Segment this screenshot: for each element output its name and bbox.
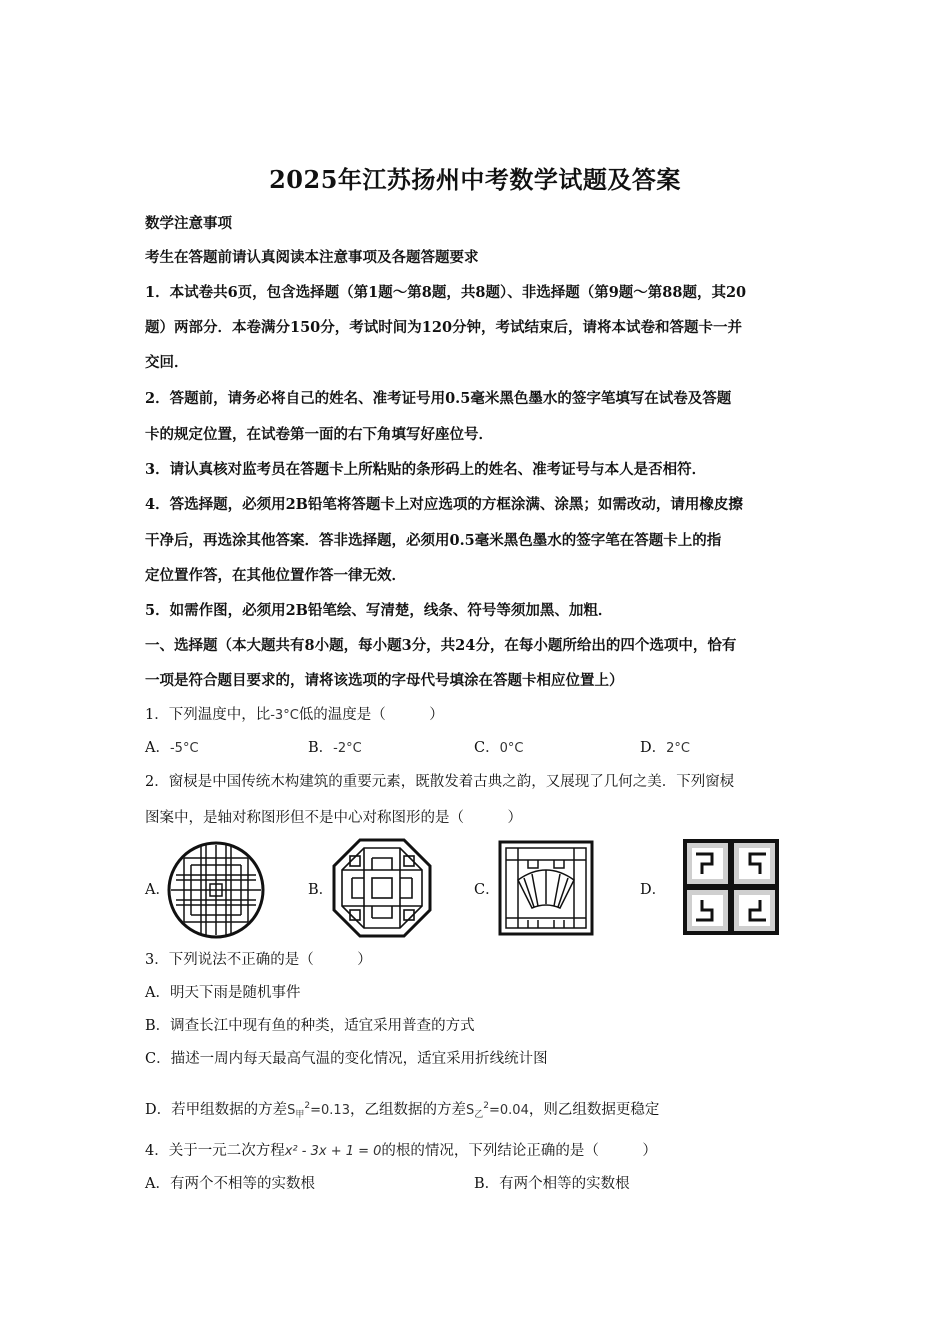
question-4-stem (145, 1141, 815, 1162)
section-1-heading-line-2: 一项是符合题目要求的，请将该选项的字母代号填涂在答题卡相应位置上） (145, 672, 624, 689)
option-value: 0°C (499, 741, 524, 756)
question-1-stem-text: 1．下列温度中，比 (145, 707, 271, 723)
variance-superscript: 2 (304, 1101, 311, 1111)
question-2-option-c-label: C． (474, 882, 500, 898)
question-4-option-a: A．有两个不相等的实数根 (145, 1176, 315, 1192)
question-1-stem-math: -3°C (270, 708, 299, 723)
option-d-text-1: D．若甲组数据的方差 (145, 1102, 288, 1118)
variance-value: =0.13 (310, 1103, 350, 1118)
question-2-option-a-label: A． (145, 882, 170, 898)
question-2-stem-line-2: 图案中，是轴对称图形但不是中心对称图形的是（ ） (145, 810, 522, 826)
page-title: 2025年江苏扬州中考数学试题及答案 (269, 165, 681, 194)
question-4-stem-tail: 的根的情况，下列结论正确的是（ ） (381, 1143, 657, 1159)
variance-jia (287, 1103, 350, 1118)
window-lattice-square-figure (682, 838, 780, 936)
question-2-option-d-label: D． (640, 882, 667, 898)
window-lattice-fan-figure (498, 840, 594, 936)
question-1-option-d (640, 738, 690, 759)
notice-item-2-line-2: 卡的规定位置，在试卷第一面的右下角填写好座位号． (145, 426, 493, 443)
option-label: B． (308, 740, 334, 756)
option-label: A． (145, 740, 170, 756)
variance-symbol: S (287, 1103, 296, 1118)
notice-item-1-line-2: 题）两部分．本卷满分150分，考试时间为120分钟，考试结束后，请将本试卷和答题卡一并 (145, 319, 743, 336)
question-1-stem-tail: 低的温度是（ ） (298, 707, 444, 723)
window-lattice-octagon-figure (332, 838, 432, 938)
option-value: -5°C (169, 741, 199, 756)
variance-superscript: 2 (483, 1101, 489, 1111)
notice-item-4-line-1: 4．答选择题，必须用2B铅笔将答题卡上对应选项的方框涂满、涂黑；如需改动，请用橡皮擦 (145, 496, 743, 513)
question-4-option-b: B．有两个相等的实数根 (474, 1176, 630, 1192)
variance-subscript: 甲 (295, 1110, 305, 1120)
question-4-equation: x² - 3x + 1 = 0 (284, 1144, 382, 1159)
question-1-option-c (474, 738, 523, 759)
section-1-heading-line-1: 一、选择题（本大题共有8小题，每小题3分，共24分，在每小题所给出的四个选项中，恰有 (145, 637, 737, 654)
notice-item-1-line-1: 1．本试卷共6页，包含选择题（第1题～第8题，共8题）、非选择题（第9题～第88题，其20 (145, 284, 747, 301)
option-label: D． (640, 740, 667, 756)
window-lattice-circle-figure (166, 840, 266, 940)
question-4-stem-text: 4．关于一元二次方程 (145, 1143, 285, 1159)
option-value: 2°C (666, 741, 690, 756)
variance-subscript: 乙 (474, 1110, 484, 1120)
notice-item-1-line-3: 交回． (145, 354, 189, 371)
variance-symbol: S (465, 1103, 475, 1118)
question-1-stem (145, 705, 815, 726)
option-value: -2°C (333, 741, 362, 756)
notice-item-5: 5．如需作图，必须用2B铅笔绘、写清楚，线条、符号等须加黑、加粗． (145, 602, 613, 619)
question-3-option-d (145, 1096, 815, 1125)
question-3-stem: 3．下列说法不正确的是（ ） (145, 952, 372, 968)
option-d-text-3: ，则乙组数据更稳定 (528, 1102, 660, 1118)
option-d-text-2: ，乙组数据的方差 (349, 1102, 466, 1118)
question-1-option-b (308, 738, 362, 759)
notice-subheading: 考生在答题前请认真阅读本注意事项及各题答题要求 (145, 249, 479, 266)
notice-item-4-line-2: 干净后，再选涂其他答案．答非选择题，必须用0.5毫米黑色墨水的签字笔在答题卡上的指 (145, 532, 722, 549)
question-2-option-b-label: B． (308, 882, 334, 898)
question-3-option-c: C．描述一周内每天最高气温的变化情况，适宜采用折线统计图 (145, 1051, 548, 1067)
notice-item-4-line-3: 定位置作答，在其他位置作答一律无效． (145, 567, 406, 584)
notice-item-2-line-1: 2．答题前，请务必将自己的姓名、准考证号用0.5毫米黑色墨水的签字笔填写在试卷及答题 (145, 390, 732, 407)
variance-value: =0.04 (489, 1103, 529, 1118)
variance-yi (466, 1103, 529, 1118)
question-3-option-a: A．明天下雨是随机事件 (145, 985, 301, 1001)
option-label: C． (474, 740, 500, 756)
notice-item-3: 3．请认真核对监考员在答题卡上所粘贴的条形码上的姓名、准考证号与本人是否相符． (145, 461, 707, 478)
question-2-stem-line-1: 2．窗棂是中国传统木构建筑的重要元素，既散发着古典之韵，又展现了几何之美．下列窗棂 (145, 774, 735, 790)
notice-heading: 数学注意事项 (145, 215, 232, 232)
question-1-option-a (145, 738, 199, 759)
question-3-option-b: B．调查长江中现有鱼的种类，适宜采用普查的方式 (145, 1018, 475, 1034)
